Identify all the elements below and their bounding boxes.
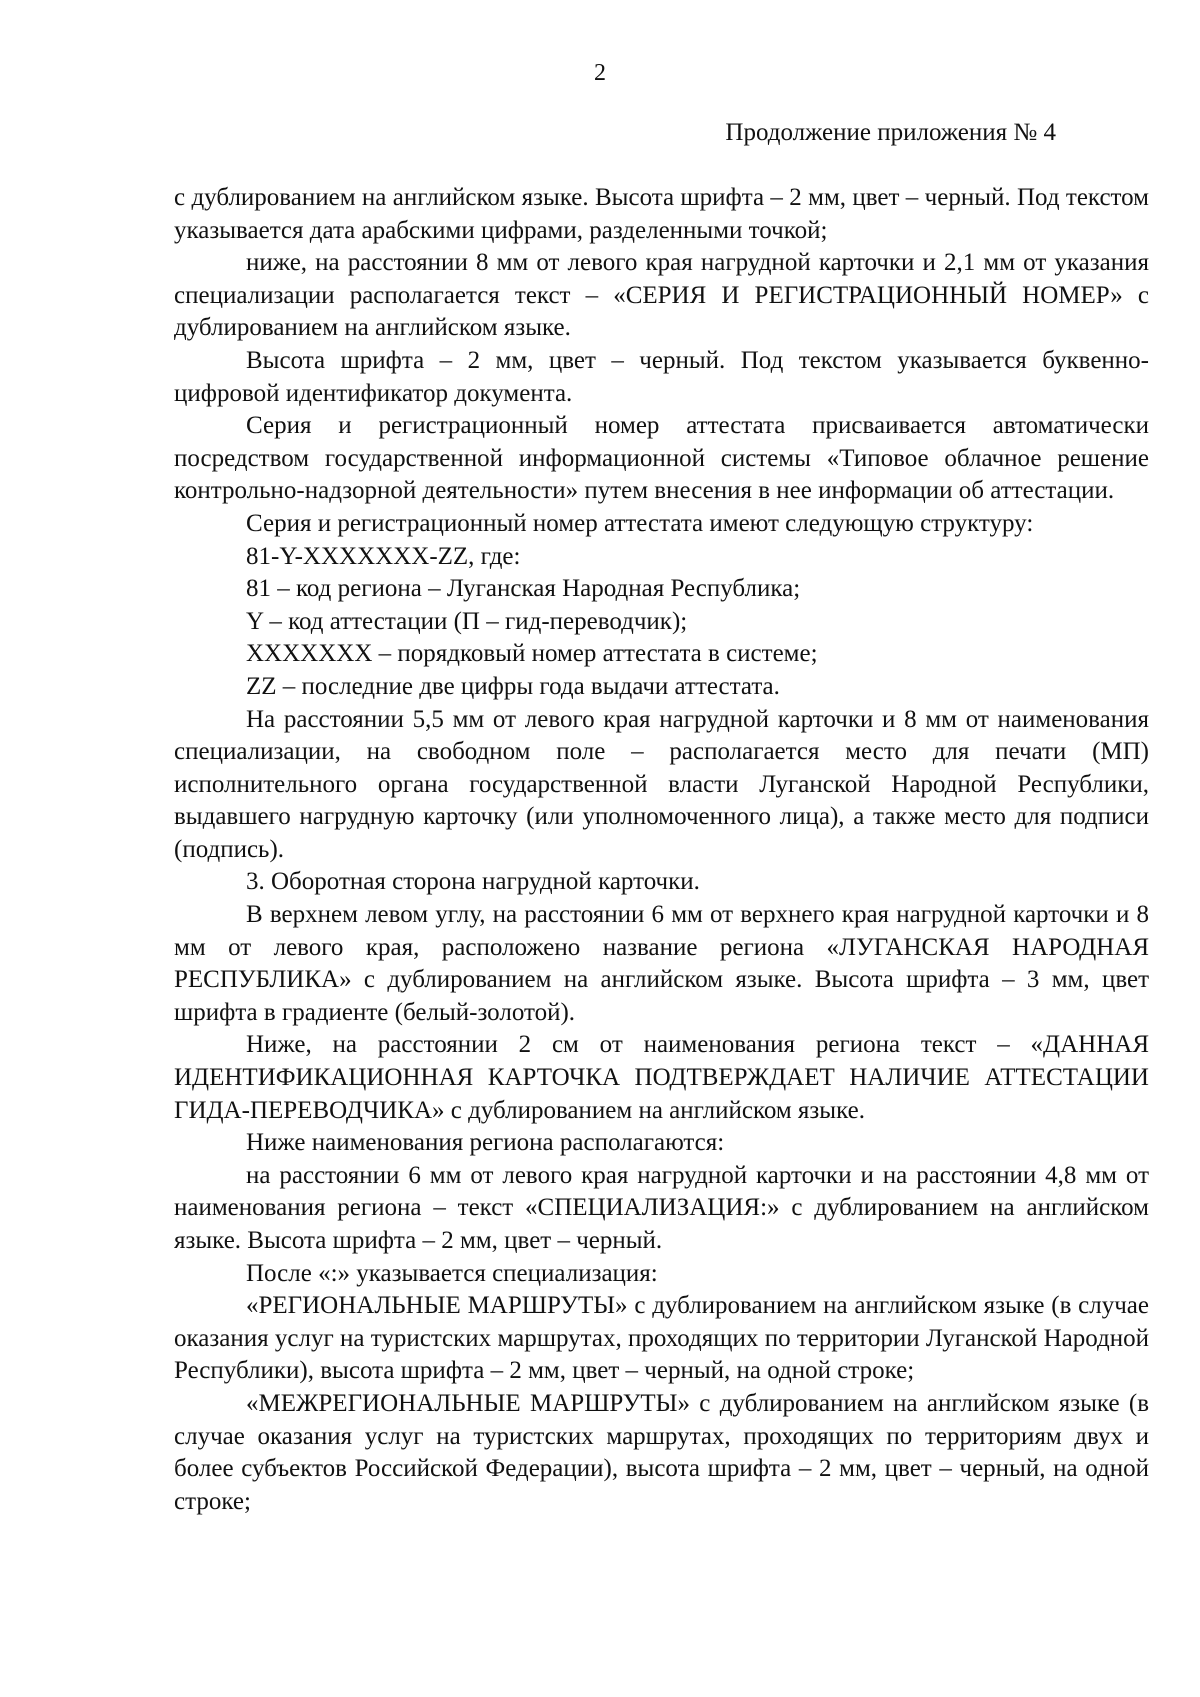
paragraph: Серия и регистрационный номер аттестата присваивается автоматически посредством государственной информационной системы «Типовое облачное решение контрольно-надзорной деятельности» путем внесения в нее информации об аттестации. [174, 412, 1149, 505]
paragraph: После «:» указывается специализация: [246, 1259, 658, 1287]
paragraph: ZZ – последние две цифры года выдачи аттестата. [246, 672, 780, 700]
paragraph: Ниже, на расстоянии 2 см от наименования региона текст – «ДАННАЯ ИДЕНТИФИКАЦИОННАЯ КАРТОЧКА ПОДТВЕРЖДАЕТ НАЛИЧИЕ АТТЕСТАЦИИ ГИДА-ПЕРЕВОДЧИКА» с дублированием на английском языке. [174, 1031, 1149, 1124]
document-body [174, 182, 1149, 1518]
paragraph: 81 – код региона – Луганская Народная Республика; [246, 575, 801, 603]
paragraph: Серия и регистрационный номер аттестата имеют следующую структуру: [246, 509, 1034, 537]
paragraph: «МЕЖРЕГИОНАЛЬНЫЕ МАРШРУТЫ» с дублированием на английском языке (в случае оказания услуг на туристских маршрутах, проходящих по территориям двух и более субъектов Российской Федерации), высота шрифта – 2 мм, цвет – черный, на одной строке; [174, 1389, 1149, 1515]
paragraph: На расстоянии 5,5 мм от левого края нагрудной карточки и 8 мм от наименования специализации, на свободном поле – располагается место для печати (МП) исполнительного органа государственной власти Луганской Народной Республики, выдавшего нагрудную карточку (или уполномоченного лица), а также место для подписи (подпись). [174, 705, 1149, 863]
section-heading: 3. Оборотная сторона нагрудной карточки. [246, 868, 700, 896]
paragraph: Ниже наименования региона располагаются: [246, 1129, 725, 1157]
paragraph: Высота шрифта – 2 мм, цвет – черный. Под текстом указывается буквенно-цифровой идентификатор документа. [174, 346, 1149, 407]
paragraph: ниже, на расстоянии 8 мм от левого края нагрудной карточки и 2,1 мм от указания специализации располагается текст – «СЕРИЯ И РЕГИСТРАЦИОННЫЙ НОМЕР» с дублированием на английском языке. [174, 249, 1149, 342]
paragraph: с дублированием на английском языке. Высота шрифта – 2 мм, цвет – черный. Под текстом указывается дата арабскими цифрами, разделенными точкой; [174, 184, 1149, 244]
appendix-continuation-heading: Продолжение приложения № 4 [725, 119, 1056, 146]
paragraph: XXXXXXX – порядковый номер аттестата в системе; [246, 640, 818, 668]
page-number: 2 [594, 60, 606, 86]
paragraph: на расстоянии 6 мм от левого края нагрудной карточки и на расстоянии 4,8 мм от наименования региона – текст «СПЕЦИАЛИЗАЦИЯ:» с дублированием на английском языке. Высота шрифта – 2 мм, цвет – черный. [174, 1161, 1149, 1254]
paragraph: Y – код аттестации (П – гид-переводчик); [246, 607, 688, 635]
paragraph: В верхнем левом углу, на расстоянии 6 мм от верхнего края нагрудной карточки и 8 мм от левого края, расположено название региона «ЛУГАНСКАЯ НАРОДНАЯ РЕСПУБЛИКА» с дублированием на английском языке. Высота шрифта – 3 мм, цвет шрифта в градиенте (белый-золотой). [174, 901, 1149, 1026]
paragraph: 81-Y-XXXXXXX-ZZ, где: [246, 542, 521, 570]
paragraph: «РЕГИОНАЛЬНЫЕ МАРШРУТЫ» с дублированием на английском языке (в случае оказания услуг на туристских маршрутах, проходящих по территории Луганской Народной Республики), высота шрифта – 2 мм, цвет – черный, на одной строке; [174, 1292, 1149, 1385]
